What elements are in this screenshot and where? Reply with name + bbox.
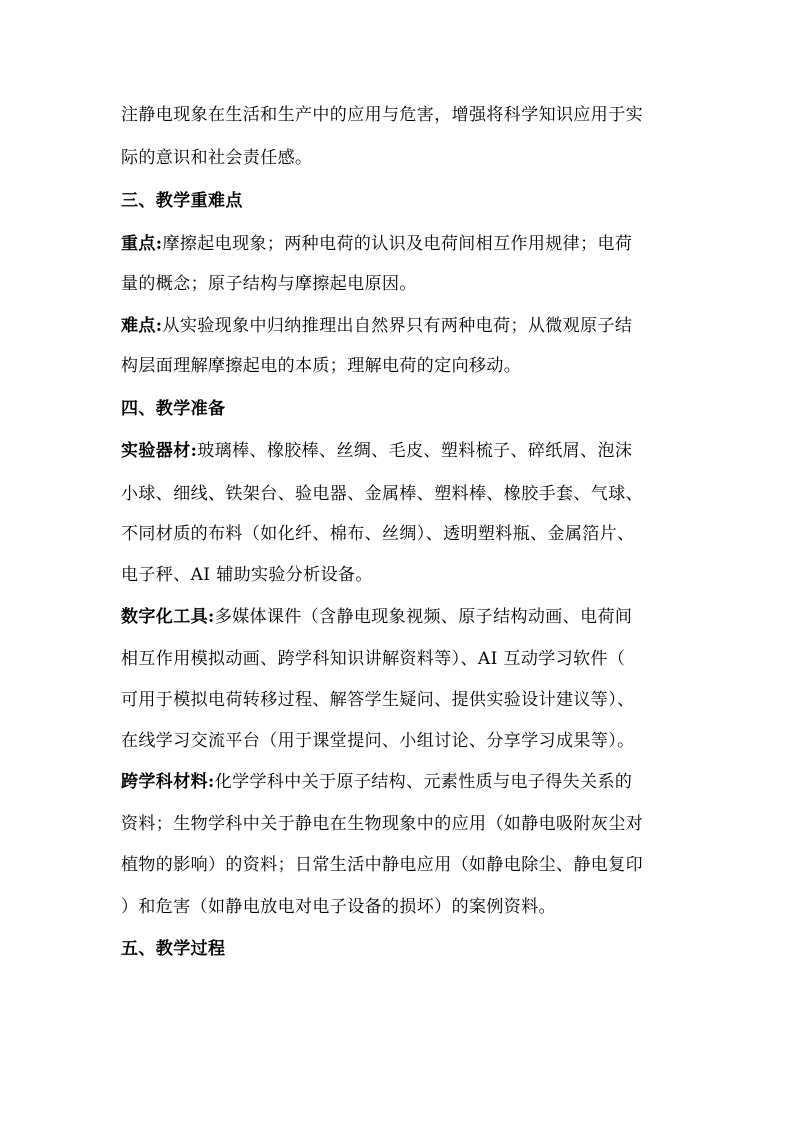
equipment-label: 实验器材: — [121, 441, 198, 461]
intro-line-1: 注静电现象在生活和生产中的应用与危害，增强将科学知识应用于实 — [121, 105, 643, 125]
digital-tools-line-3: 可用于模拟电荷转移过程、解答学生疑问、提供实验设计建议等）、 — [121, 690, 635, 710]
key-points-line-2: 量的概念；原子结构与摩擦起电原因。 — [121, 274, 417, 294]
key-points-text: 摩擦起电现象；两种电荷的认识及电荷间相互作用规律；电荷 — [162, 234, 633, 254]
interdisciplinary-line-1 — [121, 771, 681, 793]
interdisciplinary-text: 化学学科中关于原子结构、元素性质与电子得失关系的 — [214, 772, 633, 792]
digital-tools-line-1 — [121, 606, 681, 628]
difficulties-text: 从实验现象中归纳推理出自然界只有两种电荷；从微观原子结 — [162, 316, 633, 336]
section-heading-5: 五、教学过程 — [121, 939, 226, 959]
difficulties-line-2: 构层面理解摩擦起电的本质；理解电荷的定向移动。 — [121, 356, 522, 376]
digital-tools-line-2: 相互作用模拟动画、跨学科知识讲解资料等）、AI 互动学习软件（ — [121, 649, 626, 669]
key-points-label: 重点: — [121, 234, 163, 254]
interdisciplinary-line-2: 资料；生物学科中关于静电在生物现象中的应用（如静电吸附灰尘对 — [121, 814, 643, 834]
equipment-line-1 — [121, 440, 681, 462]
digital-tools-label: 数字化工具: — [121, 607, 215, 627]
digital-tools-line-4: 在线学习交流平台（用于课堂提问、小组讨论、分享学习成果等）。 — [121, 731, 635, 751]
equipment-text: 玻璃棒、橡胶棒、丝绸、毛皮、塑料梳子、碎纸屑、泡沫 — [197, 441, 633, 461]
key-points-line-1 — [121, 233, 681, 255]
interdisciplinary-label: 跨学科材料: — [121, 772, 215, 792]
equipment-line-3: 不同材质的布料（如化纤、棉布、丝绸）、透明塑料瓶、金属箔片、 — [121, 524, 635, 544]
digital-tools-text: 多媒体课件（含静电现象视频、原子结构动画、电荷间 — [214, 607, 633, 627]
difficulties-label: 难点: — [121, 316, 163, 336]
section-heading-4: 四、教学准备 — [121, 399, 226, 419]
equipment-line-4: 电子秤、AI 辅助实验分析设备。 — [121, 565, 373, 585]
interdisciplinary-line-4: ）和危害（如静电放电对电子设备的损坏）的案例资料。 — [121, 897, 556, 917]
interdisciplinary-line-3: 植物的影响）的资料；日常生活中静电应用（如静电除尘、静电复印 — [121, 855, 643, 875]
equipment-line-2: 小球、细线、铁架台、验电器、金属棒、塑料棒、橡胶手套、气球、 — [121, 484, 643, 504]
intro-line-2: 际的意识和社会责任感。 — [121, 148, 313, 168]
section-heading-3: 三、教学重难点 — [121, 191, 243, 211]
difficulties-line-1 — [121, 315, 681, 337]
